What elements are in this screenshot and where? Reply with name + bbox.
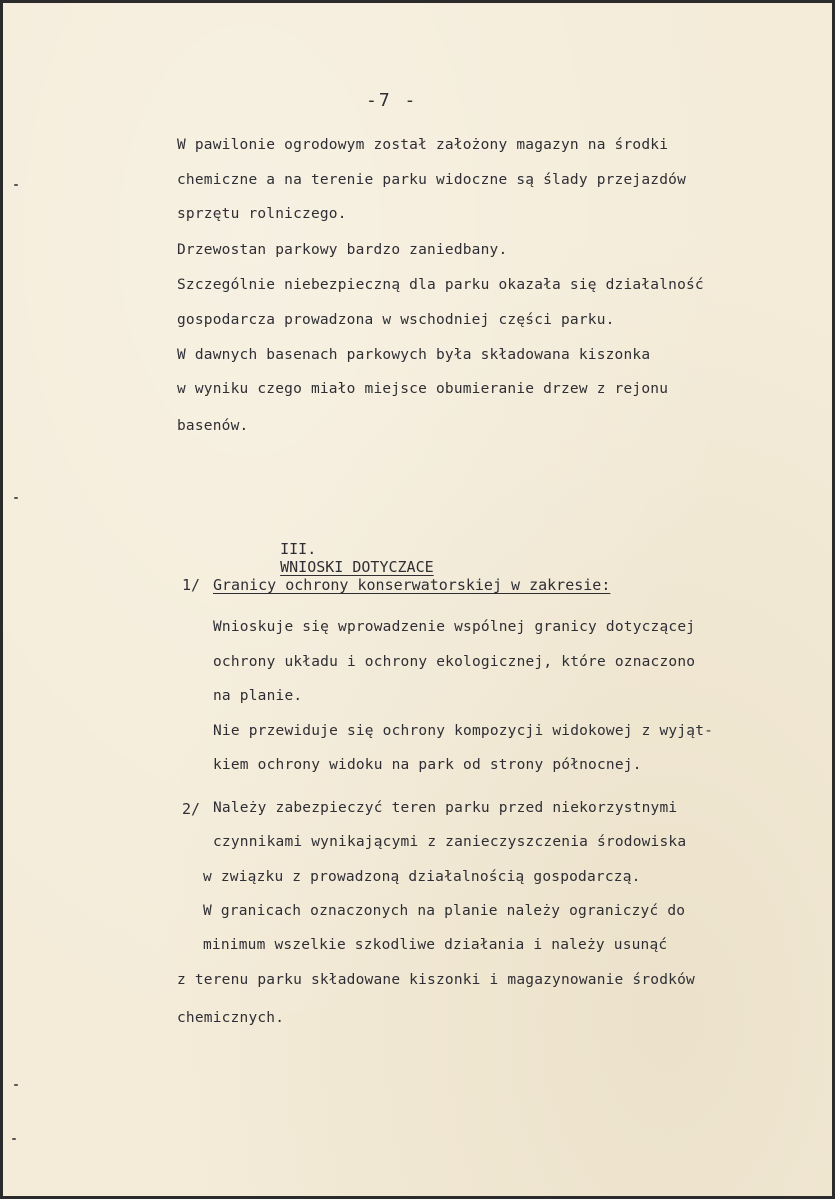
item-number: 2/ (182, 800, 201, 818)
item-line: Nie przewiduje się ochrony kompozycji widokowej z wyjąt- (213, 723, 714, 739)
item-line: kiem ochrony widoku na park od strony północnej. (213, 757, 642, 773)
section-title: WNIOSKI DOTYCZACE (280, 558, 434, 576)
scan-speck (14, 184, 18, 186)
item-line: minimum wszelkie szkodliwe działania i należy usunąć (203, 937, 668, 953)
item-number: 1/ (182, 576, 201, 594)
paragraph-line: Szczególnie niebezpieczną dla parku okazała się działalność (177, 277, 704, 293)
item-line: chemicznych. (177, 1010, 285, 1026)
item-line: Wnioskuje się wprowadzenie wspólnej granicy dotyczącej (213, 619, 696, 635)
item-line: ochrony układu i ochrony ekologicznej, które oznaczono (213, 654, 696, 670)
scan-speck (14, 497, 18, 499)
paragraph-line: sprzętu rolniczego. (177, 206, 347, 222)
item-heading: Granicy ochrony konserwatorskiej w zakresie: (213, 576, 611, 594)
paragraph-line: chemiczne a na terenie parku widoczne są ślady przejazdów (177, 172, 686, 188)
section-numeral: III. (280, 540, 317, 558)
paragraph-line: w wyniku czego miało miejsce obumieranie drzew z rejonu (177, 381, 669, 397)
item-line: na planie. (213, 688, 303, 704)
paragraph-line: W dawnych basenach parkowych była składowana kiszonka (177, 347, 651, 363)
item-line: W granicach oznaczonych na planie należy ograniczyć do (203, 903, 686, 919)
item-line: w związku z prowadzoną działalnością gospodarczą. (203, 869, 641, 885)
paragraph-line: Drzewostan parkowy bardzo zaniedbany. (177, 242, 508, 258)
page-number: -7 - (366, 90, 418, 111)
paragraph-line: basenów. (177, 418, 249, 434)
scan-speck (12, 1138, 16, 1140)
scan-speck (14, 1084, 18, 1086)
item-line: Należy zabezpieczyć teren parku przed niekorzystnymi (213, 800, 678, 816)
paragraph-line: gospodarcza prowadzona w wschodniej części parku. (177, 312, 615, 328)
paragraph-line: W pawilonie ogrodowym został założony magazyn na środki (177, 137, 669, 153)
item-line: czynnikami wynikającymi z zanieczyszczenia środowiska (213, 834, 687, 850)
item-line: z terenu parku składowane kiszonki i magazynowanie środków (177, 972, 695, 988)
